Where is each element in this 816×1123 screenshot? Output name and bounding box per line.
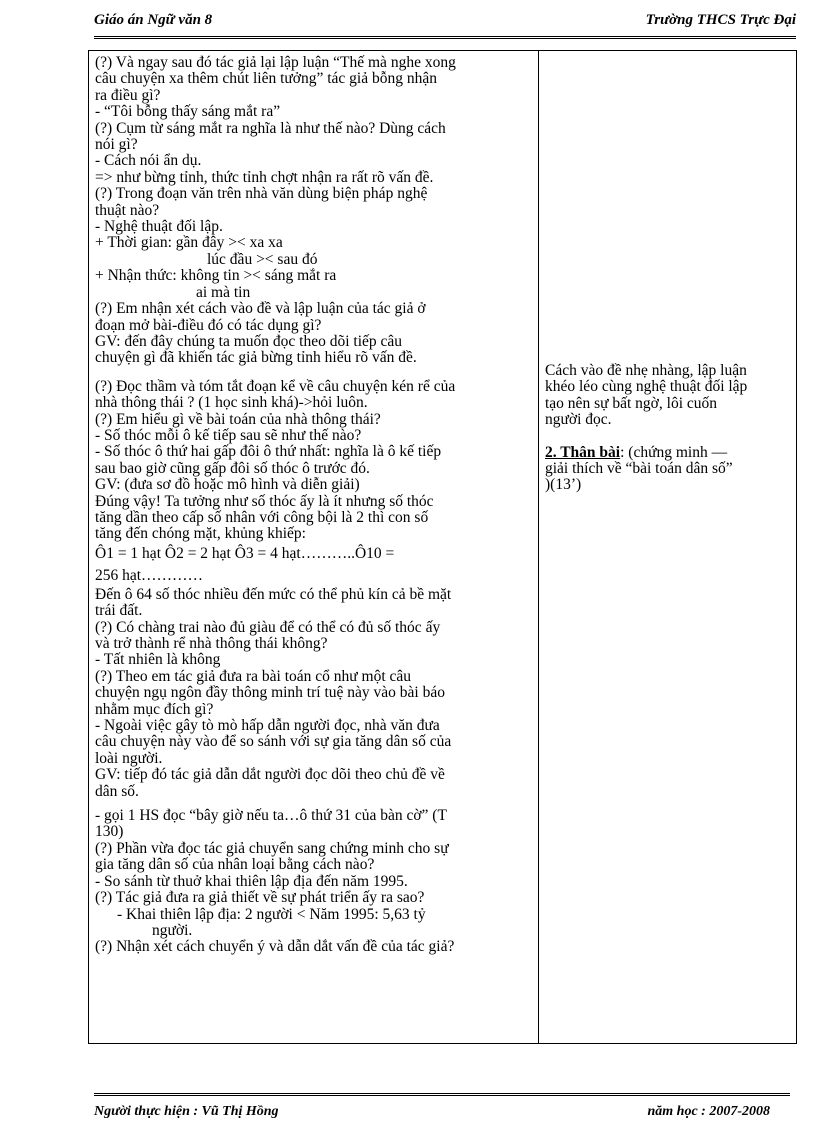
- text-line: => như bừng tỉnh, thức tỉnh chợt nhận ra rất rõ vấn đề.: [95, 168, 434, 186]
- text-line: câu chuyện này vào để so sánh với sự gia tăng dân số của: [95, 733, 452, 751]
- note-line: tạo nên sự bất ngờ, lôi cuốn: [545, 394, 717, 412]
- text-line: - “Tôi bỗng thấy sáng mắt ra”: [95, 103, 281, 121]
- text-line: ra điều gì?: [95, 86, 161, 104]
- text-line: GV: (đưa sơ đồ hoặc mô hình và diễn giải): [95, 476, 360, 494]
- text-line: thuật nào?: [95, 201, 160, 219]
- text-line: - Khai thiên lập địa: 2 người < Năm 1995: 5,63 tỷ: [117, 905, 426, 923]
- text-line: người.: [152, 921, 193, 939]
- text-line: và trở thành rể nhà thông thái không?: [95, 635, 328, 652]
- text-line: (?) Em nhận xét cách vào đề và lập luận của tác giả ở: [95, 300, 426, 318]
- note-line: Cách vào đề nhẹ nhàng, lập luận: [545, 362, 747, 379]
- text-line: loài người.: [95, 749, 163, 767]
- text-line: (?) Trong đoạn văn trên nhà văn dùng biện pháp nghệ: [95, 185, 428, 203]
- text-line: (?) Đọc thầm và tóm tắt đoạn kể về câu chuyện kén rể của: [95, 377, 456, 395]
- spacer: [95, 367, 535, 379]
- section-subtitle: : (chứng minh —: [620, 443, 728, 461]
- text-line: - Số thóc mỗi ô kế tiếp sau sẽ như thế nào?: [95, 426, 362, 444]
- text-line: dân số.: [95, 782, 139, 800]
- section-heading: 2. Thân bài: [545, 443, 621, 461]
- section-heading-line: [545, 445, 790, 461]
- text-line: GV: đến đây chúng ta muốn đọc theo dõi tiếp câu: [95, 332, 403, 350]
- text-line: sau bao giờ cũng gấp đôi số thóc ô trước đó.: [95, 459, 370, 477]
- text-line: (?) Em hiểu gì về bài toán của nhà thông thái?: [95, 410, 381, 428]
- text-line: lúc đầu >< sau đó: [207, 250, 318, 268]
- spacer: [545, 429, 790, 445]
- text-line: (?) Tác giả đưa ra giả thiết về sự phát triển ấy ra sao?: [95, 889, 425, 907]
- text-line: trái đất.: [95, 602, 143, 620]
- text-line: (?) Cụm từ sáng mắt ra nghĩa là như thế nào? Dùng cách: [95, 119, 446, 137]
- page-header: [94, 12, 796, 32]
- text-line: chuyện ngụ ngôn đầy thông minh trí tuệ này vào bài báo: [95, 684, 445, 702]
- note-line: )(13’): [545, 476, 582, 494]
- text-line: GV: tiếp đó tác giả dẫn dắt người đọc dõi theo chủ đề về: [95, 766, 445, 784]
- text-line: (?) Có chàng trai nào đủ giàu để có thể có đủ số thóc ấy: [95, 618, 441, 636]
- text-line: tăng đến chóng mặt, khủng khiếp:: [95, 525, 306, 543]
- text-line: (?) Nhận xét cách chuyển ý và dẫn dắt vấn đề của tác giả?: [95, 938, 455, 956]
- text-line: chuyện gì đã khiến tác giả bừng tỉnh hiểu rõ vấn đề.: [95, 349, 417, 367]
- text-line: (?) Và ngay sau đó tác giả lại lập luận “Thế mà nghe xong: [95, 54, 456, 71]
- text-line: Ô1 = 1 hạt Ô2 = 2 hạt Ô3 = 4 hạt………..Ô10 =: [95, 544, 395, 562]
- text-line: 256 hạt…………: [95, 566, 204, 584]
- teacher-student-activities-column: [95, 55, 535, 956]
- text-line: Đến ô 64 số thóc nhiều đến mức có thể phủ kín cả bề mặt: [95, 585, 452, 603]
- text-line: gia tăng dân số của nhân loại bằng cách nào?: [95, 856, 375, 874]
- text-line: - Tất nhiên là không: [95, 651, 221, 669]
- text-line: nhằm mục đích gì?: [95, 700, 214, 718]
- footer-left: Người thực hiện : Vũ Thị Hồng: [94, 1104, 279, 1119]
- note-line: người đọc.: [545, 411, 612, 429]
- text-line: + Nhận thức: không tin >< sáng mắt ra: [95, 267, 337, 285]
- text-line: - Cách nói ẩn dụ.: [95, 152, 202, 170]
- header-double-rule: [94, 36, 796, 39]
- page-footer: [94, 1104, 796, 1122]
- text-line: tăng dần theo cấp số nhân với công bội là 2 thì con số: [95, 508, 429, 526]
- text-line: nói gì?: [95, 136, 138, 154]
- text-line: đoạn mở bài-điều đó có tác dụng gì?: [95, 316, 322, 334]
- text-line: Đúng vậy! Ta tưởng như số thóc ấy là ít nhưng số thóc: [95, 492, 434, 510]
- text-line: (?) Phần vừa đọc tác giả chuyển sang chứng minh cho sự: [95, 839, 449, 857]
- note-line: giải thích về “bài toán dân số”: [545, 460, 733, 478]
- header-left: Giáo án Ngữ văn 8: [94, 12, 213, 28]
- text-line: - gọi 1 HS đọc “bây giờ nếu ta…ô thứ 31 của bàn cờ” (T: [95, 807, 447, 825]
- header-right: Trường THCS Trực Đại: [645, 12, 796, 28]
- text-line: - Số thóc ô thứ hai gấp đôi ô thứ nhất: nghĩa là ô kế tiếp: [95, 443, 442, 461]
- content-notes-column: [545, 363, 790, 494]
- column-divider: [538, 51, 539, 1043]
- text-line: ai mà tin: [196, 283, 251, 301]
- footer-right: năm học : 2007-2008: [647, 1104, 770, 1119]
- text-line: - So sánh từ thuở khai thiên lập địa đến năm 1995.: [95, 872, 408, 890]
- text-line: câu chuyện xa thêm chút liên tưởng” tác giả bỗng nhận: [95, 70, 437, 88]
- text-line: - Ngoài việc gây tò mò hấp dẫn người đọc, nhà văn đưa: [95, 717, 440, 735]
- lesson-table: [88, 50, 797, 1044]
- text-line: 130): [95, 823, 124, 841]
- text-line: (?) Theo em tác giả đưa ra bài toán cổ như một câu: [95, 667, 412, 685]
- note-line: khéo léo cùng nghệ thuật đối lập: [545, 378, 748, 396]
- footer-double-rule: [94, 1093, 790, 1096]
- text-line: + Thời gian: gần đây >< xa xa: [95, 234, 283, 252]
- text-line: nhà thông thái ? (1 học sinh khá)->hỏi luôn.: [95, 394, 368, 412]
- text-line: - Nghệ thuật đối lập.: [95, 218, 223, 236]
